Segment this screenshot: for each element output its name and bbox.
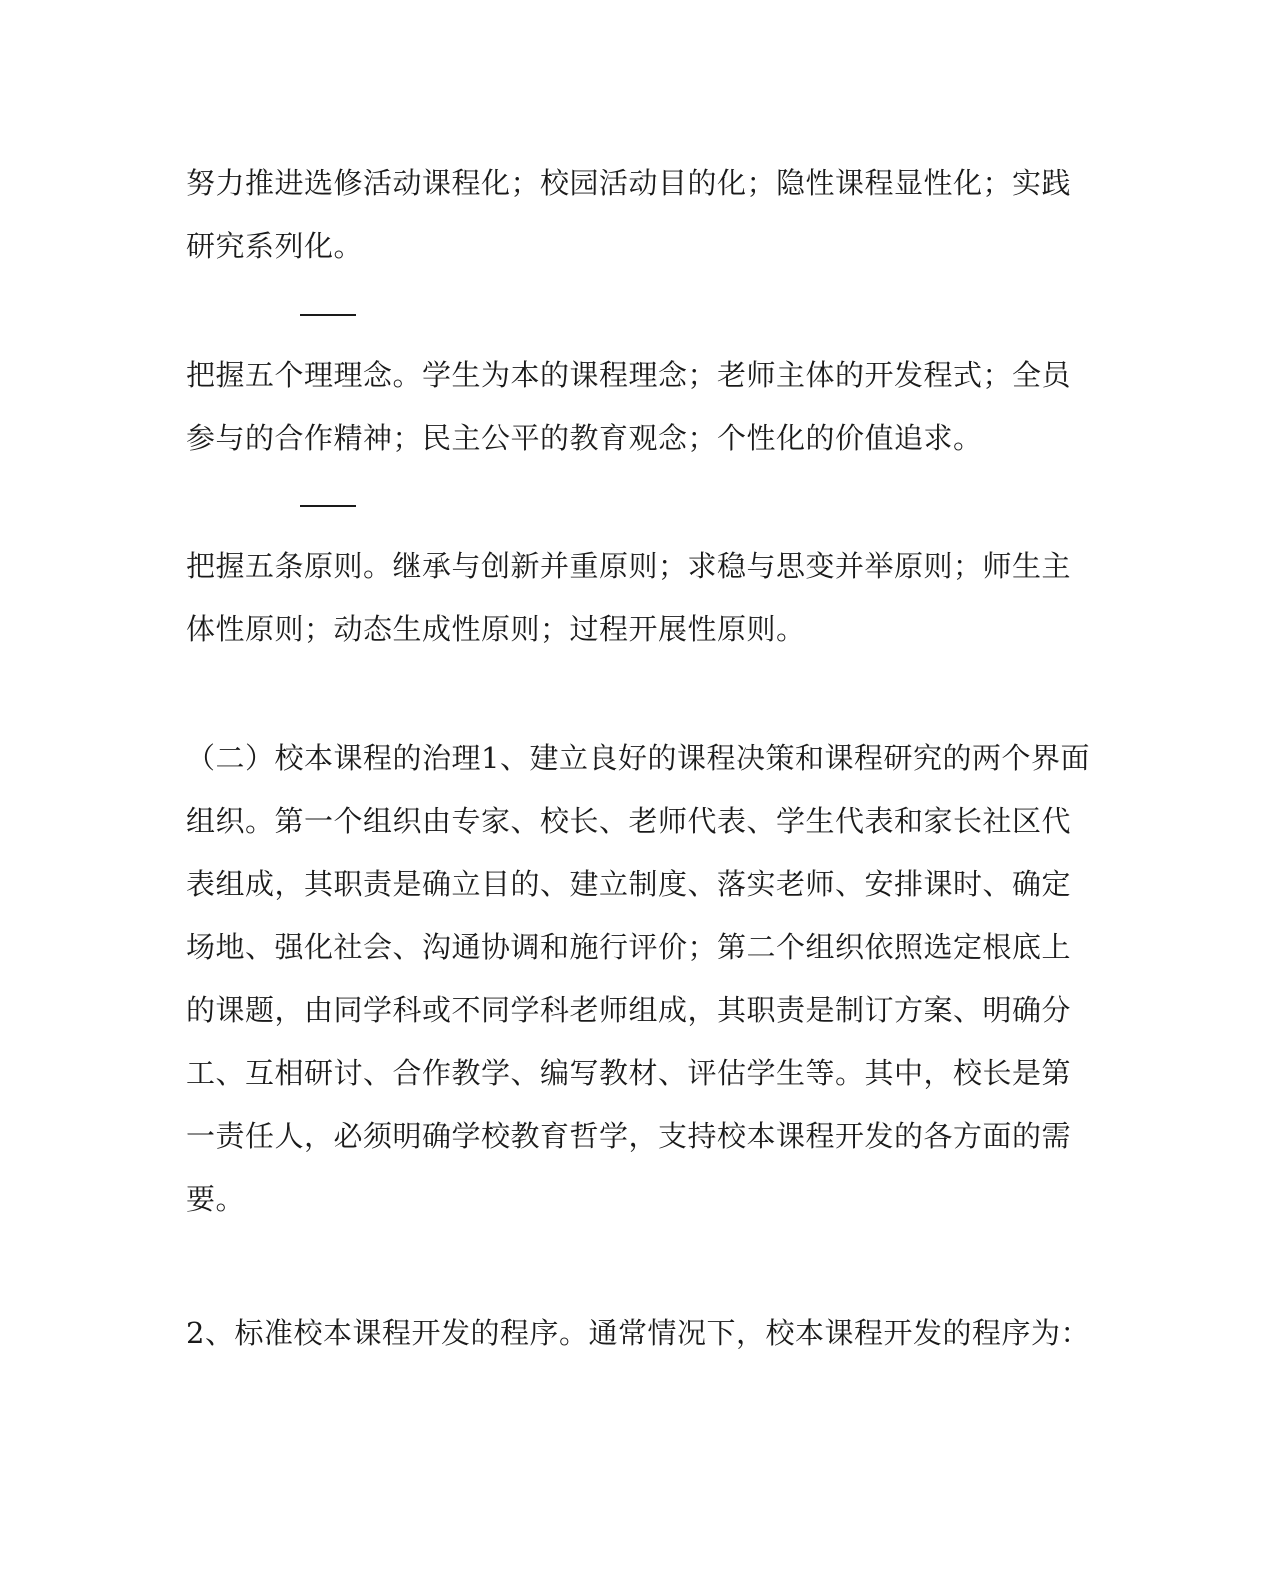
text-line: 一责任人，必须明确学校教育哲学，支持校本课程开发的各方面的需 xyxy=(186,1119,1072,1153)
text-line: 参与的合作精神；民主公平的教育观念；个性化的价值追求。 xyxy=(186,421,983,455)
paragraph-elective-activities xyxy=(186,152,1072,278)
text-line: （二）校本课程的治理1、建立良好的课程决策和课程研究的两个界面 xyxy=(186,741,1090,775)
text-line: 的课题，由同学科或不同学科老师组成，其职责是制订方案、明确分 xyxy=(186,993,1072,1027)
text-line: 研究系列化。 xyxy=(186,229,364,263)
text-line: 要。 xyxy=(186,1182,246,1216)
text-line: 表组成，其职责是确立目的、建立制度、落实老师、安排课时、确定 xyxy=(186,867,1072,901)
text-line: 场地、强化社会、沟通协调和施行评价；第二个组织依照选定根底上 xyxy=(186,930,1072,964)
text-line: 组织。第一个组织由专家、校长、老师代表、学生代表和家长社区代 xyxy=(186,804,1072,838)
paragraph-curriculum-governance xyxy=(186,727,1090,1231)
text-line: 2、标准校本课程开发的程序。通常情况下，校本课程开发的程序为： xyxy=(186,1316,1090,1350)
text-line: 努力推进选修活动课程化；校园活动目的化；隐性课程显性化；实践 xyxy=(186,166,1072,200)
paragraph-development-procedure xyxy=(186,1302,1090,1365)
text-line: 工、互相研讨、合作教学、编写教材、评估学生等。其中，校长是第 xyxy=(186,1056,1072,1090)
text-line: 把握五条原则。继承与创新并重原则；求稳与思变并举原则；师生主 xyxy=(186,549,1072,583)
paragraph-five-concepts xyxy=(186,344,1072,470)
text-line: 把握五个理理念。学生为本的课程理念；老师主体的开发程式；全员 xyxy=(186,358,1072,392)
paragraph-five-principles xyxy=(186,535,1072,661)
em-dash-separator xyxy=(300,505,356,507)
em-dash-separator xyxy=(300,314,356,316)
text-line: 体性原则；动态生成性原则；过程开展性原则。 xyxy=(186,612,806,646)
